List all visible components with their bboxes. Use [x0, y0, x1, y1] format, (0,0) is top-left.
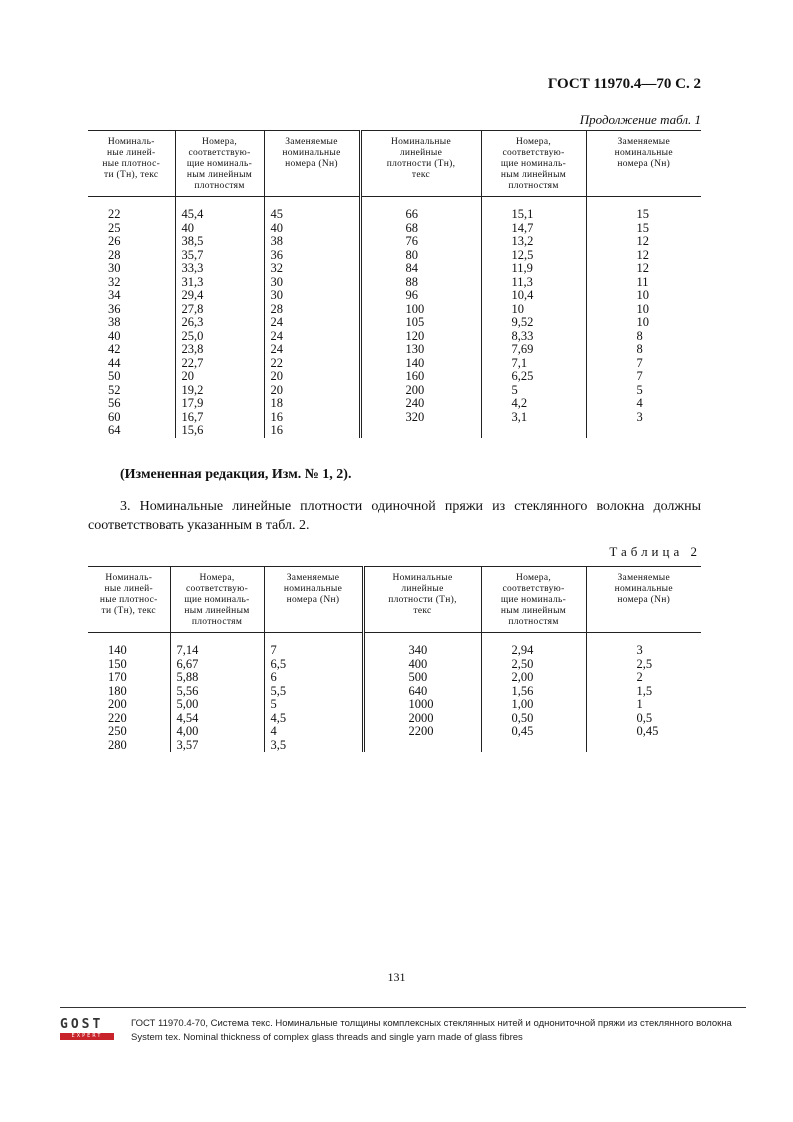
table1-header-col-6: Заменяемые номинальные номера (Nн)	[586, 131, 701, 197]
table2-header-col-6: Заменяемые номинальные номера (Nн)	[586, 567, 701, 633]
paragraph-3: 3. Номинальные линейные плотности одиночной пряжи из стеклянного волокна должны соответствовать указанным в табл. 2.	[88, 499, 701, 533]
table-cell: 2	[636, 670, 643, 684]
logo-sub-text: EXPERT	[60, 1033, 114, 1040]
table-cell: 200	[88, 698, 170, 712]
table-cell: 105	[360, 316, 481, 330]
table-cell: 7,1	[481, 357, 586, 371]
table-cell: 12,5	[481, 249, 586, 263]
table1-header-col-4: Номинальные линейные плотности (Tн), текс	[360, 131, 481, 197]
table-row	[88, 235, 701, 249]
table-row	[88, 739, 701, 753]
table-row	[88, 411, 701, 425]
table2-header-col-2: Номера, соответствую- щие номиналь- ным линейным плотностям	[170, 567, 264, 633]
table2-header-col-1: Номиналь- ные линей- ные плотнос- ти (Tн), текс	[88, 567, 170, 633]
table-cell: 38	[88, 316, 175, 330]
table-cell: 36	[264, 249, 360, 263]
page-number: 131	[387, 970, 406, 984]
table-cell: 35,7	[175, 249, 264, 263]
table-cell: 32	[88, 276, 175, 290]
table-cell: 640	[363, 685, 481, 699]
table-cell: 28	[264, 303, 360, 317]
table-cell: 12	[636, 261, 649, 275]
table-cell: 5	[481, 384, 586, 398]
table-cell: 52	[88, 384, 175, 398]
table-row	[88, 712, 701, 726]
table-cell: 15,6	[175, 424, 264, 438]
table-cell: 30	[264, 289, 360, 303]
table-cell	[363, 739, 481, 753]
table-cell: 9,52	[481, 316, 586, 330]
table-cell: 40	[88, 330, 175, 344]
table-cell: 0,5	[636, 710, 653, 725]
table1-header-col-5: Номера, соответствую- щие номиналь- ным линейным плотностям	[481, 131, 586, 197]
table-cell: 10,4	[481, 289, 586, 303]
table-row	[88, 330, 701, 344]
table-row	[88, 262, 701, 276]
table-cell: 32	[264, 262, 360, 276]
table-cell: 84	[360, 262, 481, 276]
table-row	[88, 197, 701, 222]
standard-header: ГОСТ 11970.4—70 С. 2	[547, 76, 701, 92]
table-cell: 1,00	[481, 698, 586, 712]
table-cell: 2,5	[636, 656, 653, 671]
footer-line-en: System tex. Nominal thickness of complex glass threads and single yarn made of glass fibres	[131, 1032, 523, 1043]
table-cell: 16	[264, 424, 360, 438]
table-cell: 6,5	[264, 658, 363, 672]
table2-caption: Таблица 2	[609, 544, 701, 559]
table-cell: 25	[88, 222, 175, 236]
table-cell: 76	[360, 235, 481, 249]
table2-header-col-3: Заменяемые номинальные номера (Nн)	[264, 567, 363, 633]
table-cell: 5,00	[170, 698, 264, 712]
table-1	[88, 130, 701, 438]
table-cell: 28	[88, 249, 175, 263]
table-cell: 1	[636, 697, 643, 711]
table-cell: 7	[636, 355, 643, 370]
table-cell: 3,1	[481, 411, 586, 425]
table-cell: 5	[636, 382, 643, 397]
table-2	[88, 566, 701, 752]
table-cell: 0,45	[481, 725, 586, 739]
table-cell: 6	[264, 671, 363, 685]
table-cell: 10	[481, 303, 586, 317]
table-cell: 2000	[363, 712, 481, 726]
table-cell	[481, 739, 586, 753]
table-row	[88, 222, 701, 236]
table-cell: 26	[88, 235, 175, 249]
table-row	[88, 289, 701, 303]
table-cell: 120	[360, 330, 481, 344]
table-cell: 23,8	[175, 343, 264, 357]
table-cell: 22	[264, 357, 360, 371]
table-cell: 7	[264, 633, 363, 658]
table-cell: 4,2	[481, 397, 586, 411]
table-cell: 36	[88, 303, 175, 317]
table-cell: 5	[264, 698, 363, 712]
table-cell: 160	[360, 370, 481, 384]
table-cell: 250	[88, 725, 170, 739]
table-cell: 4,5	[264, 712, 363, 726]
table-row	[88, 316, 701, 330]
table-cell: 100	[360, 303, 481, 317]
table-cell: 33,3	[175, 262, 264, 276]
table-cell: 3	[636, 409, 643, 424]
table-cell: 4,54	[170, 712, 264, 726]
table-cell: 150	[88, 658, 170, 672]
table-cell: 16,7	[175, 411, 264, 425]
table-cell: 400	[363, 658, 481, 672]
table-cell: 1000	[363, 698, 481, 712]
amendment-note: (Измененная редакция, Изм. № 1, 2).	[120, 467, 352, 482]
table-cell: 2,50	[481, 658, 586, 672]
table-cell: 29,4	[175, 289, 264, 303]
table-row	[88, 384, 701, 398]
table-cell: 20	[175, 370, 264, 384]
table-cell: 4	[636, 396, 643, 410]
table-cell: 38	[264, 235, 360, 249]
table-cell: 31,3	[175, 276, 264, 290]
table-cell: 8	[636, 328, 643, 343]
table-cell: 27,8	[175, 303, 264, 317]
gost-expert-logo	[60, 1018, 114, 1040]
table-cell: 15,1	[481, 197, 586, 222]
table-cell: 1,56	[481, 685, 586, 699]
table-row	[88, 397, 701, 411]
table-row	[88, 725, 701, 739]
table-cell: 5,5	[264, 685, 363, 699]
table-cell: 16	[264, 411, 360, 425]
table-cell: 25,0	[175, 330, 264, 344]
table1-header-col-3: Заменяемые номинальные номера (Nн)	[264, 131, 360, 197]
table-cell: 11,3	[481, 276, 586, 290]
table-cell: 13,2	[481, 235, 586, 249]
table-cell: 8	[636, 342, 643, 356]
table-row	[88, 276, 701, 290]
table-row	[88, 303, 701, 317]
table-cell: 340	[363, 633, 481, 658]
table-cell: 45,4	[175, 197, 264, 222]
table1-header-col-1: Номиналь- ные линей- ные плотнос- ти (Tн), текс	[88, 131, 175, 197]
table-cell: 320	[360, 411, 481, 425]
table-cell: 500	[363, 671, 481, 685]
table-cell: 50	[88, 370, 175, 384]
table-cell: 0,45	[636, 724, 659, 738]
table-cell: 24	[264, 316, 360, 330]
table-cell: 19,2	[175, 384, 264, 398]
table-cell: 3,57	[170, 739, 264, 753]
table-cell: 6,25	[481, 370, 586, 384]
table-cell: 2,00	[481, 671, 586, 685]
table-cell: 0,50	[481, 712, 586, 726]
table-cell: 10	[636, 301, 649, 316]
table1-continuation-label: Продолжение табл. 1	[579, 112, 701, 127]
table-cell: 45	[264, 197, 360, 222]
table-cell: 170	[88, 671, 170, 685]
table-row	[88, 249, 701, 263]
table-cell	[481, 424, 586, 438]
table-cell: 7	[636, 369, 643, 383]
table-cell: 12	[636, 234, 649, 248]
table-cell: 22	[88, 197, 175, 222]
table-cell	[360, 424, 481, 438]
table-cell: 26,3	[175, 316, 264, 330]
table-cell: 68	[360, 222, 481, 236]
table-cell: 22,7	[175, 357, 264, 371]
table-cell: 42	[88, 343, 175, 357]
table-cell: 30	[88, 262, 175, 276]
table-cell: 56	[88, 397, 175, 411]
table-cell: 8,33	[481, 330, 586, 344]
table-row	[88, 658, 701, 672]
table-cell: 7,14	[170, 633, 264, 658]
table-cell: 140	[360, 357, 481, 371]
table1-header-col-2: Номера, соответствую- щие номиналь- ным линейным плотностям	[175, 131, 264, 197]
table-cell: 4	[264, 725, 363, 739]
table-cell: 240	[360, 397, 481, 411]
table-cell: 14,7	[481, 222, 586, 236]
table-cell: 40	[175, 222, 264, 236]
table-cell: 44	[88, 357, 175, 371]
table-cell: 20	[264, 370, 360, 384]
table-cell	[586, 739, 701, 753]
table-cell: 5,88	[170, 671, 264, 685]
table-cell: 1,5	[636, 683, 653, 698]
table-cell: 80	[360, 249, 481, 263]
table-cell: 64	[88, 424, 175, 438]
table-row	[88, 633, 701, 658]
table-cell: 2,94	[481, 633, 586, 658]
table-cell: 6,67	[170, 658, 264, 672]
table-row	[88, 370, 701, 384]
table-cell: 60	[88, 411, 175, 425]
table-cell: 15	[636, 220, 649, 235]
table-cell: 88	[360, 276, 481, 290]
table-cell: 66	[360, 197, 481, 222]
table-cell: 38,5	[175, 235, 264, 249]
table-cell: 30	[264, 276, 360, 290]
table-cell: 18	[264, 397, 360, 411]
table-cell: 34	[88, 289, 175, 303]
table-cell: 10	[636, 288, 649, 302]
table-cell: 24	[264, 343, 360, 357]
table-row	[88, 357, 701, 371]
footer-text	[131, 1017, 746, 1045]
table-cell: 11	[636, 274, 649, 289]
table-cell: 280	[88, 739, 170, 753]
logo-main-text: GOST	[60, 1017, 104, 1032]
table-row	[88, 698, 701, 712]
table-cell: 7,69	[481, 343, 586, 357]
footer-divider	[60, 1007, 746, 1008]
table2-header-col-4: Номинальные линейные плотности (Tн), текс	[363, 567, 481, 633]
table-cell: 11,9	[481, 262, 586, 276]
table-cell	[586, 424, 701, 438]
table-cell: 200	[360, 384, 481, 398]
table-cell: 4,00	[170, 725, 264, 739]
table-cell: 96	[360, 289, 481, 303]
table-cell: 3,5	[264, 739, 363, 753]
table-row	[88, 671, 701, 685]
table-cell: 12	[636, 247, 649, 262]
table-cell: 17,9	[175, 397, 264, 411]
table-cell: 24	[264, 330, 360, 344]
table2-header-col-5: Номера, соответствую- щие номиналь- ным линейным плотностям	[481, 567, 586, 633]
table-cell: 20	[264, 384, 360, 398]
table-cell: 220	[88, 712, 170, 726]
table-cell: 140	[88, 633, 170, 658]
footer-line-ru: ГОСТ 11970.4-70, Система текс. Номинальные толщины комплексных стеклянных нитей и однониточной пряжи из стеклянного волокна	[131, 1018, 732, 1029]
table-cell: 10	[636, 315, 649, 329]
table-cell: 180	[88, 685, 170, 699]
table-cell: 2200	[363, 725, 481, 739]
table-row	[88, 685, 701, 699]
table-row	[88, 424, 701, 438]
table-row	[88, 343, 701, 357]
table-cell: 130	[360, 343, 481, 357]
table-cell: 3	[636, 643, 643, 657]
table-cell: 5,56	[170, 685, 264, 699]
table-cell: 40	[264, 222, 360, 236]
table-cell: 15	[636, 207, 649, 221]
